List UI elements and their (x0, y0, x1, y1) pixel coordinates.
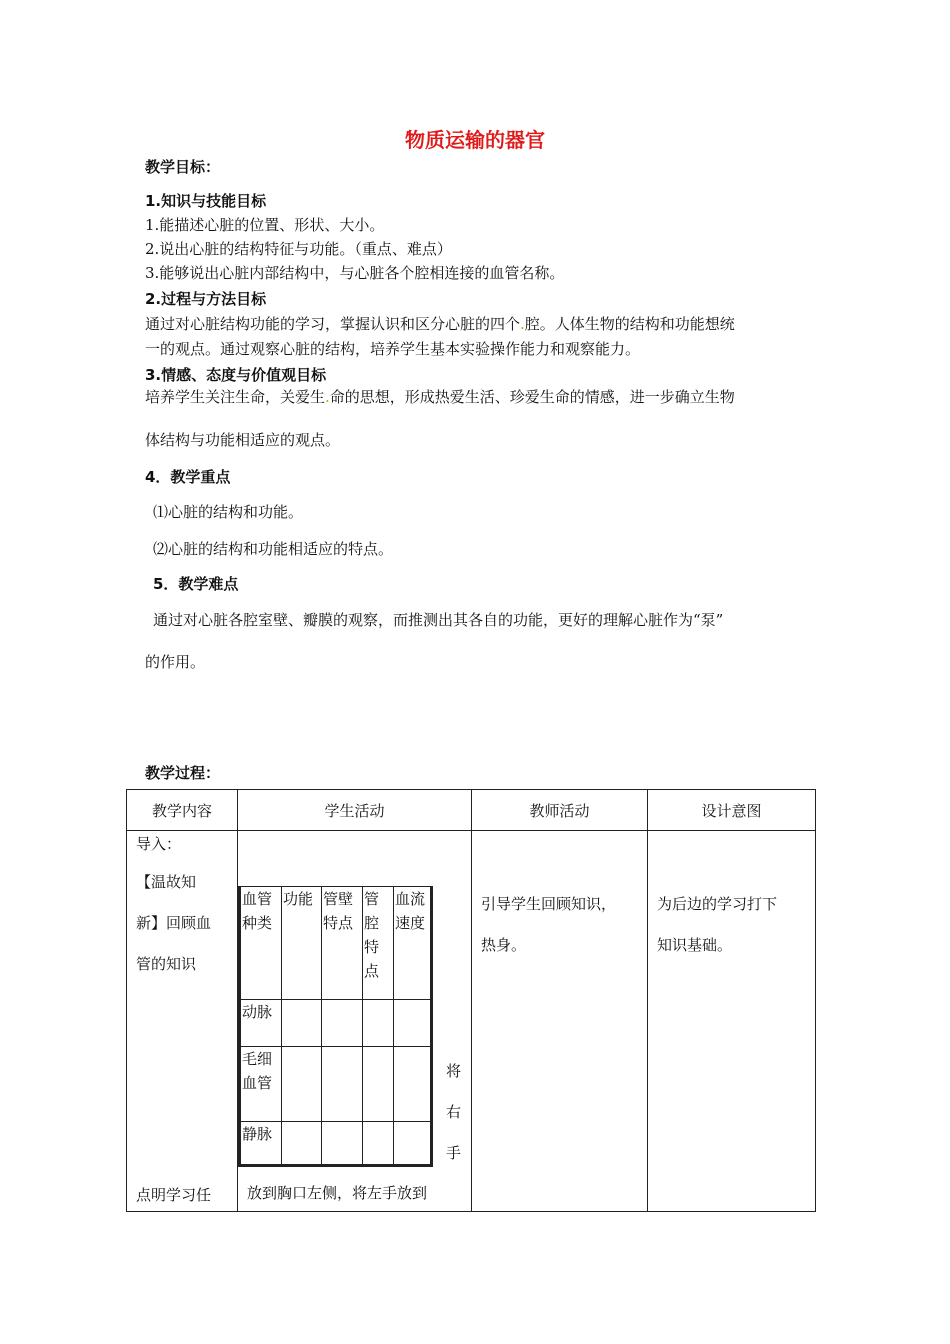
table-header-row (127, 790, 816, 831)
s3-line-1a: 培养学生关注生命，关爱生 (145, 388, 326, 406)
vessel-header-speed: 血流速度 (394, 887, 432, 1000)
s1-item-1: 1.能描述心脏的位置、形状、大小。 (145, 216, 385, 234)
vessel-cell (363, 1122, 394, 1166)
vessel-cell (363, 1047, 394, 1122)
vessel-header-function: 功能 (282, 887, 322, 1000)
s3-line-1 (145, 386, 735, 407)
content-line-2: 【温故知 (136, 873, 197, 891)
vessel-cell (322, 1000, 363, 1047)
header-student: 学生活动 (238, 790, 472, 831)
vessel-cell (363, 1000, 394, 1047)
teacher-line-1: 引导学生回顾知识， (481, 895, 617, 913)
vessel-cell (394, 1000, 432, 1047)
vessel-header-type: 血管种类 (240, 887, 282, 1000)
intent-cell (648, 831, 816, 1212)
content-bottom: 点明学习任 (136, 1186, 212, 1204)
header-intent: 设计意图 (648, 790, 816, 831)
teacher-cell (472, 831, 648, 1212)
vessel-cell (394, 1047, 432, 1122)
student-bottom: 放到胸口左侧，将左手放到 (247, 1184, 428, 1202)
vessel-cell (322, 1047, 363, 1122)
section-3-heading: 3.情感、态度与价值观目标 (145, 366, 327, 384)
section-1-heading: 1.知识与技能目标 (145, 192, 267, 210)
vessel-table (238, 886, 433, 1167)
vertical-char-2: 右 (446, 1103, 462, 1121)
content-line-3: 新】回顾血 (136, 914, 212, 932)
page-title: 物质运输的器官 (405, 128, 545, 152)
s5-line-1: 通过对心脏各腔室壁、瓣膜的观察，而推测出其各自的功能，更好的理解心脏作为“泵” (153, 611, 724, 629)
mark-dot: . (325, 388, 330, 406)
s1-item-3: 3.能够说出心脏内部结构中，与心脏各个腔相连接的血管名称。 (145, 264, 565, 282)
vertical-char-1: 将 (446, 1062, 462, 1080)
s4-item-2: ⑵心脏的结构和功能相适应的特点。 (153, 540, 394, 558)
vessel-cell (394, 1122, 432, 1166)
mark-dot: . (520, 315, 525, 333)
vessel-header-lumen: 管腔特点 (363, 887, 394, 1000)
vessel-row-label: 动脉 (240, 1000, 282, 1047)
s4-item-1: ⑴心脏的结构和功能。 (153, 503, 304, 521)
table-row (240, 1122, 432, 1166)
table-row (240, 1000, 432, 1047)
goals-heading: 教学目标： (145, 158, 221, 176)
s2-line-1b: 腔。人体生物的结构和功能想统 (524, 315, 735, 333)
s2-line-1a: 通过对心脏结构功能的学习，掌握认识和区分心脏的四个 (145, 315, 521, 333)
vertical-char-3: 手 (446, 1144, 462, 1162)
s2-line-1 (145, 313, 735, 334)
content-line-1: 导入： (136, 835, 182, 853)
vessel-cell (282, 1047, 322, 1122)
s2-line-2: 一的观点。通过观察心脏的结构，培养学生基本实验操作能力和观察能力。 (145, 340, 641, 358)
header-content: 教学内容 (127, 790, 238, 831)
process-heading: 教学过程： (145, 764, 221, 782)
section-2-heading: 2.过程与方法目标 (145, 290, 267, 308)
s1-item-2: 2.说出心脏的结构特征与功能。（重点、难点） (145, 240, 452, 258)
vessel-cell (322, 1122, 363, 1166)
header-teacher: 教师活动 (472, 790, 648, 831)
teacher-line-2: 热身。 (481, 936, 527, 954)
content-cell (127, 831, 238, 1212)
table-row (127, 831, 816, 1212)
vessel-cell (282, 1122, 322, 1166)
content-line-4: 管的知识 (136, 955, 197, 973)
vessel-row-label: 毛细血管 (240, 1047, 282, 1122)
s3-line-1b: 命的思想，形成热爱生活、珍爱生命的情感，进一步确立生物 (329, 388, 735, 406)
vessel-cell (282, 1000, 322, 1047)
table-row (240, 1047, 432, 1122)
vessel-row-label: 静脉 (240, 1122, 282, 1166)
intent-line-2: 知识基础。 (657, 936, 733, 954)
s5-line-2: 的作用。 (145, 653, 206, 671)
intent-line-1: 为后边的学习打下 (657, 895, 778, 913)
s3-line-2: 体结构与功能相适应的观点。 (145, 431, 341, 449)
section-5-heading: 5．教学难点 (153, 575, 239, 593)
process-table (126, 789, 816, 1212)
vessel-header-row (240, 887, 432, 1000)
section-4-heading: 4．教学重点 (145, 468, 231, 486)
vessel-header-wall: 管壁特点 (322, 887, 363, 1000)
